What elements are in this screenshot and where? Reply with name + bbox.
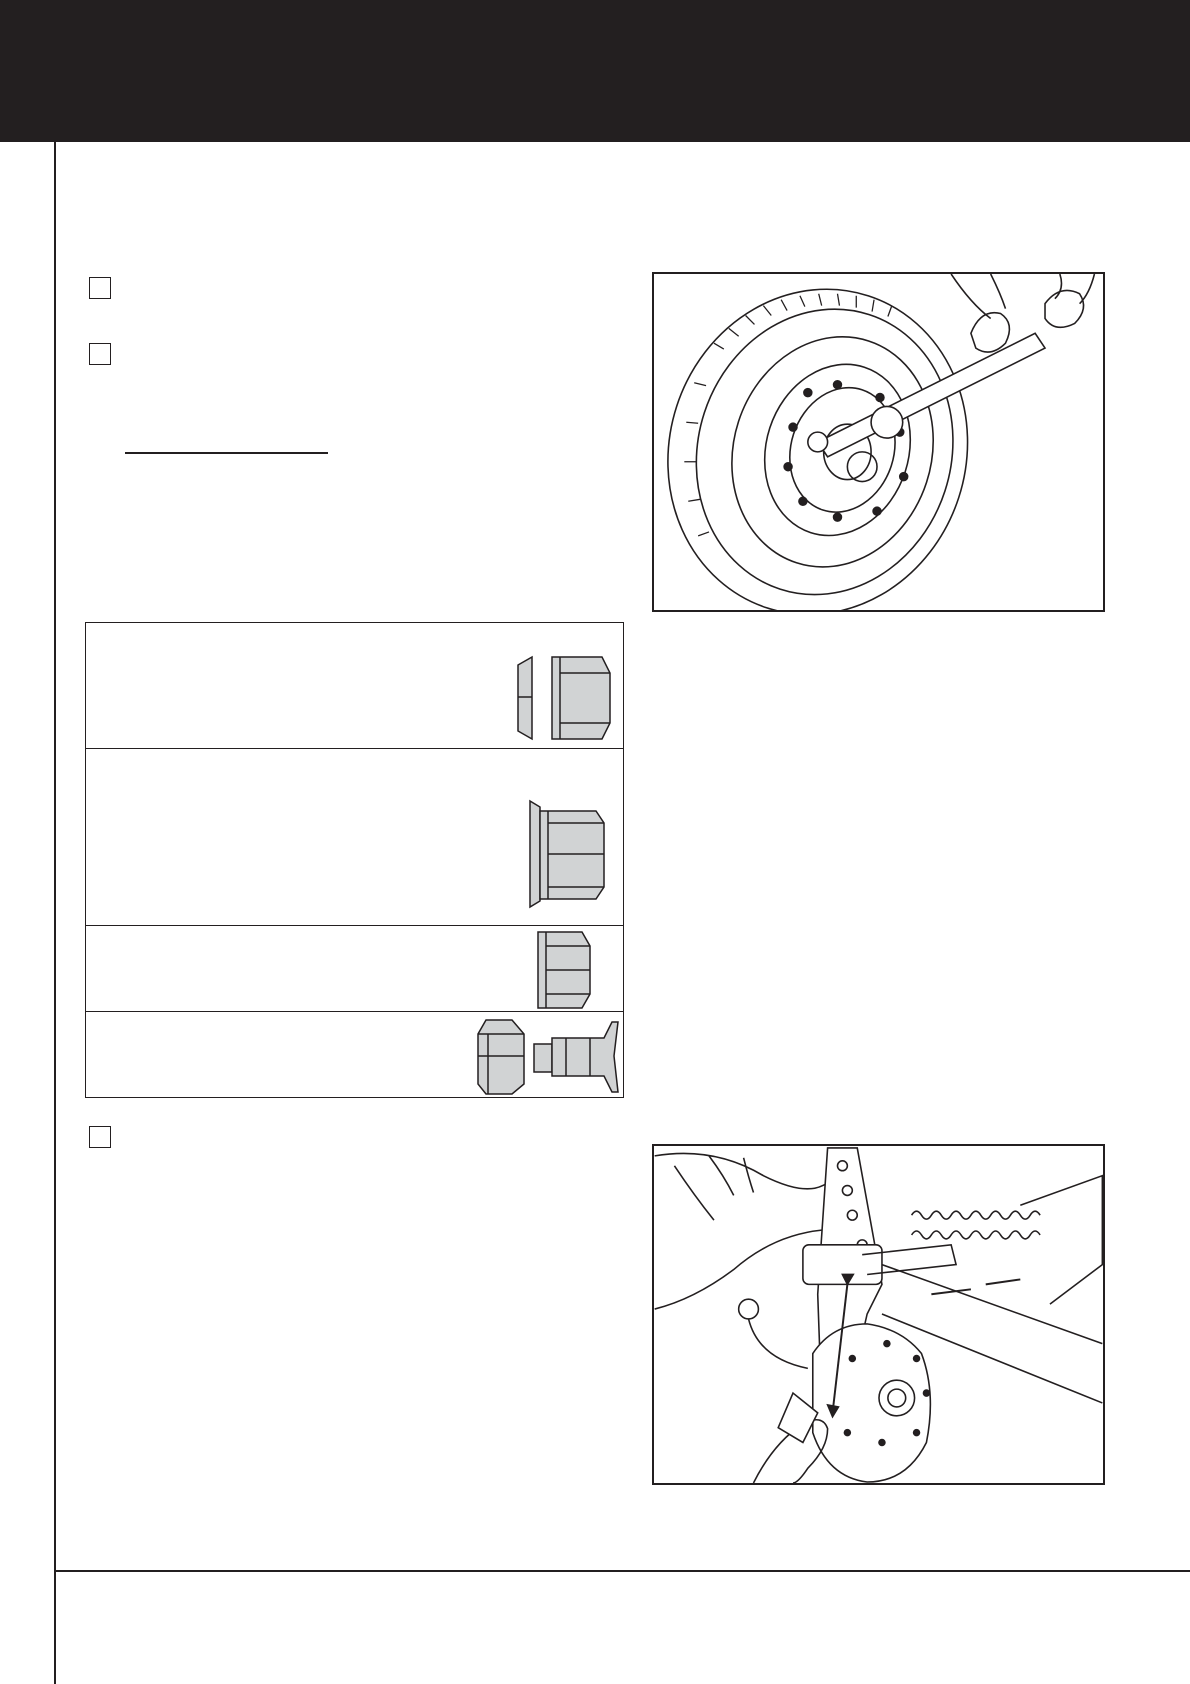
step-checkbox-2[interactable]: [89, 343, 111, 365]
cap-nut-sleeve-nut-icons: [474, 1016, 620, 1096]
split-cone-washer-icon: [510, 653, 620, 743]
nut-row-1: [86, 623, 623, 749]
nut-row-4: [86, 1012, 623, 1099]
hex-nut-icon: [534, 930, 594, 1010]
slack-adjuster-figure: [652, 1144, 1105, 1485]
left-margin-rule: [54, 142, 56, 1684]
step-checkbox-3[interactable]: [89, 1126, 111, 1148]
slack-adjuster-illustration: [654, 1146, 1103, 1483]
underline-rule: [125, 452, 328, 454]
flanged-hex-nut-icon: [526, 799, 616, 909]
nut-types-table: [85, 622, 624, 1098]
wheel-torque-figure: [652, 272, 1105, 612]
footer-rule: [54, 1570, 1190, 1572]
step-checkbox-1[interactable]: [89, 277, 111, 299]
wheel-torque-illustration: [654, 274, 1103, 610]
nut-row-2: [86, 749, 623, 926]
nut-row-3: [86, 926, 623, 1012]
header-bar: [0, 0, 1190, 142]
